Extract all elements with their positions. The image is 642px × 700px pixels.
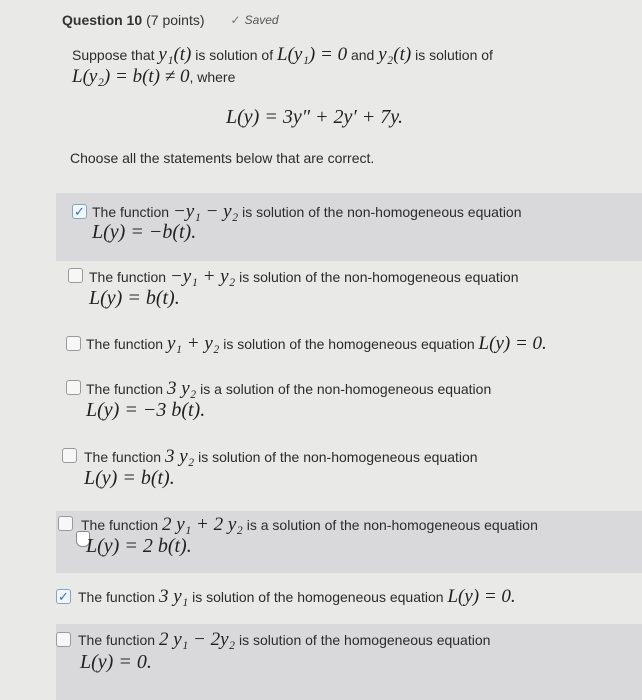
instruction-text: Choose all the statements below that are correct. <box>70 150 375 166</box>
checkbox-option-3[interactable] <box>66 336 81 351</box>
option-4[interactable]: The function 3 y₂ is a solution of the non-homogeneous equation L(y) = −3 b(t). <box>56 374 642 434</box>
checkbox-option-8[interactable] <box>56 632 71 647</box>
math-eq2: L(y₂) = b(t) ≠ 0 <box>72 66 190 87</box>
checkbox-option-6[interactable] <box>58 516 73 531</box>
checkbox-option-5[interactable] <box>62 448 77 463</box>
option-3-tail: L(y) = 0. <box>478 333 547 354</box>
question-header <box>62 12 279 28</box>
checkbox-option-2[interactable] <box>68 268 83 283</box>
option-5[interactable]: The function 3 y₂ is solution of the non-homogeneous equation L(y) = b(t). <box>56 442 642 502</box>
option-8[interactable]: The function 2 y₁ − 2y₂ is solution of the homogeneous equation L(y) = 0. <box>56 624 642 700</box>
option-7[interactable]: ✓ The function 3 y₁ is solution of the homogeneous equation L(y) = 0. <box>56 582 642 622</box>
option-6[interactable]: The function 2 y₁ + 2 y₂ is a solution of the non-homogeneous equation L(y) = 2 b(t). <box>56 511 642 573</box>
math-y2t: y₂(t) <box>378 44 412 65</box>
option-8-expr: 2 y₁ − 2y₂ <box>158 629 236 650</box>
option-1-line2: L(y) = −b(t). <box>92 221 197 243</box>
checkbox-option-7[interactable]: ✓ <box>56 589 71 604</box>
checkbox-option-4[interactable] <box>66 380 81 395</box>
math-y1t: y₁(t) <box>158 44 192 65</box>
option-5-expr: 3 y₂ <box>164 446 195 467</box>
option-1-expr: −y₁ − y₂ <box>172 201 239 222</box>
option-3[interactable]: The function y₁ + y₂ is solution of the homogeneous equation L(y) = 0. <box>56 330 642 370</box>
option-4-line2: L(y) = −3 b(t). <box>86 399 206 421</box>
option-6-expr: 2 y₁ + 2 y₂ <box>161 514 243 535</box>
option-6-line2: L(y) = 2 b(t). <box>86 535 192 557</box>
check-icon: ✓ <box>230 13 241 27</box>
option-1[interactable]: ✓ The function −y₁ − y₂ is solution of the non-homogeneous equation L(y) = −b(t). <box>56 193 642 261</box>
math-eq1: L(y₁) = 0 <box>277 44 348 65</box>
question-stem: Suppose that y₁(t) is solution of L(y₁) = 0 and y₂(t) is solution of L(y₂) = b(t) ≠ 0, where <box>72 44 493 87</box>
saved-label: Saved <box>244 13 279 27</box>
question-points: (7 points) <box>146 12 205 28</box>
option-8-line2: L(y) = 0. <box>80 651 152 673</box>
option-4-expr: 3 y₂ <box>166 378 197 399</box>
question-title: Question 10 <box>62 12 143 28</box>
option-7-tail: L(y) = 0. <box>447 586 516 607</box>
option-5-line2: L(y) = b(t). <box>84 467 175 489</box>
option-2-line2: L(y) = b(t). <box>89 287 180 309</box>
display-equation: L(y) = 3y″ + 2y′ + 7y. <box>226 106 404 128</box>
saved-status <box>231 13 279 27</box>
option-2[interactable]: The function −y₁ + y₂ is solution of the non-homogeneous equation L(y) = b(t). <box>56 262 642 324</box>
checkbox-option-1[interactable]: ✓ <box>72 204 87 219</box>
option-3-expr: y₁ + y₂ <box>166 333 220 354</box>
option-7-expr: 3 y₁ <box>158 586 189 607</box>
option-2-expr: −y₁ + y₂ <box>169 266 236 287</box>
